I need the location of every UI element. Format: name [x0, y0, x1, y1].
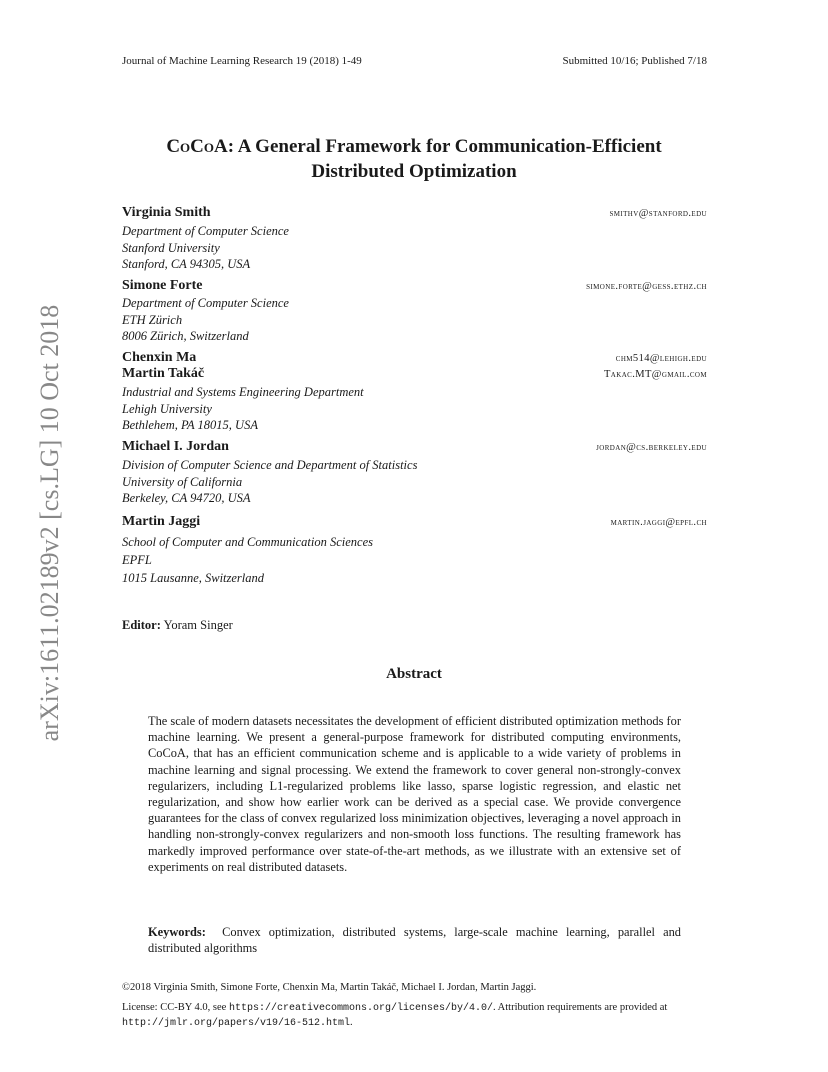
attribution-link[interactable]: http://jmlr.org/papers/v19/16-512.html	[122, 1018, 351, 1029]
author-email[interactable]: smithv@stanford.edu	[609, 208, 707, 219]
affiliation-line: Department of Computer Science	[122, 224, 289, 238]
editor-name: Yoram Singer	[163, 618, 233, 632]
affiliation-line: Berkeley, CA 94720, USA	[122, 491, 251, 505]
author-email[interactable]: chm514@lehigh.edu	[615, 353, 707, 364]
author-affiliation	[122, 295, 542, 345]
abstract-heading: Abstract	[386, 666, 442, 682]
title-cocoa: CoCoA	[166, 136, 228, 157]
author-name: Michael I. Jordan	[122, 439, 229, 454]
affiliation-line: EPFL	[122, 553, 152, 567]
affiliation-line: ETH Zürich	[122, 312, 183, 327]
journal-header: Journal of Machine Learning Research 19 (2018) 1-49	[122, 55, 362, 67]
affiliation-line: University of California	[122, 474, 243, 489]
author-affiliation	[122, 457, 542, 507]
editor-label: Editor:	[122, 618, 161, 632]
author-affiliation	[122, 384, 542, 434]
author-email[interactable]: martin.jaggi@epfl.ch	[610, 517, 707, 528]
affiliation-line: School of Computer and Communication Sciences	[122, 535, 374, 549]
author-name: Martin Takáč	[122, 366, 205, 381]
license-prefix: License: CC-BY 4.0, see	[122, 1002, 229, 1013]
affiliation-line: Industrial and Systems Engineering Department	[122, 385, 364, 399]
affiliation-line: Lehigh University	[122, 401, 212, 416]
affiliation-line: 8006 Zürich, Switzerland	[122, 329, 249, 343]
author-email[interactable]: jordan@cs.berkeley.edu	[596, 442, 707, 453]
author-affiliation	[122, 223, 542, 273]
abstract-body: The scale of modern datasets necessitates the development of efficient distributed optimization methods for machine learning. We present a general-purpose framework for distributed computing environments, CoCoA, that has an efficient communication scheme and is applicable to a wide variety of problems in machine learning and signal processing. We extend the framework to cover general non-strongly-convex regularizers, including L1-regularized problems like lasso, sparse logistic regression, and elastic net regularization, and show how earlier work can be derived as a special case. We provide convergence guarantees for the class of convex regularized loss minimization objectives, leveraging a novel approach in handling non-strongly-convex regularizers and non-smooth loss functions. The resulting framework has markedly improved performance over state-of-the-art methods, as we illustrate with an extensive set of experiments on real distributed datasets.	[148, 714, 681, 874]
author-name: Chenxin Ma	[122, 350, 197, 365]
license-notice	[122, 1001, 707, 1031]
affiliation-line: Division of Computer Science and Department of Statistics	[122, 458, 418, 472]
affiliation-line: Stanford, CA 94305, USA	[122, 257, 251, 271]
copyright-notice: ©2018 Virginia Smith, Simone Forte, Chenxin Ma, Martin Takáč, Michael I. Jordan, Martin Jaggi.	[122, 982, 537, 993]
author-name: Martin Jaggi	[122, 514, 201, 529]
title-line2: Distributed Optimization	[311, 161, 517, 182]
license-link[interactable]: https://creativecommons.org/licenses/by/4.0/	[228, 1003, 493, 1014]
author-name: Virginia Smith	[122, 205, 211, 220]
affiliation-line: Bethlehem, PA 18015, USA	[122, 418, 258, 432]
keywords-text: Convex optimization, distributed systems, large-scale machine learning, parallel and distributed algorithms	[148, 925, 681, 956]
author-name: Simone Forte	[122, 278, 203, 293]
author-email[interactable]: Takac.MT@gmail.com	[603, 369, 707, 380]
license-end: .	[350, 1017, 353, 1028]
license-mid: . Attribution requirements are provided at	[492, 1002, 668, 1013]
submission-dates: Submitted 10/16; Published 7/18	[562, 55, 707, 67]
arxiv-stamp: arXiv:1611.02189v2 [cs.LG] 10 Oct 2018	[35, 304, 64, 742]
affiliation-line: Department of Computer Science	[122, 296, 289, 310]
editor-line	[122, 618, 233, 633]
paper-title	[0, 134, 828, 184]
author-email[interactable]: simone.forte@gess.ethz.ch	[586, 281, 707, 292]
author-affiliation	[122, 533, 542, 587]
keywords-label: Keywords:	[148, 925, 206, 939]
affiliation-line: 1015 Lausanne, Switzerland	[122, 571, 265, 585]
affiliation-line: Stanford University	[122, 240, 220, 255]
keywords	[148, 924, 681, 956]
title-line1: : A General Framework for Communication-Efficient	[227, 136, 662, 157]
